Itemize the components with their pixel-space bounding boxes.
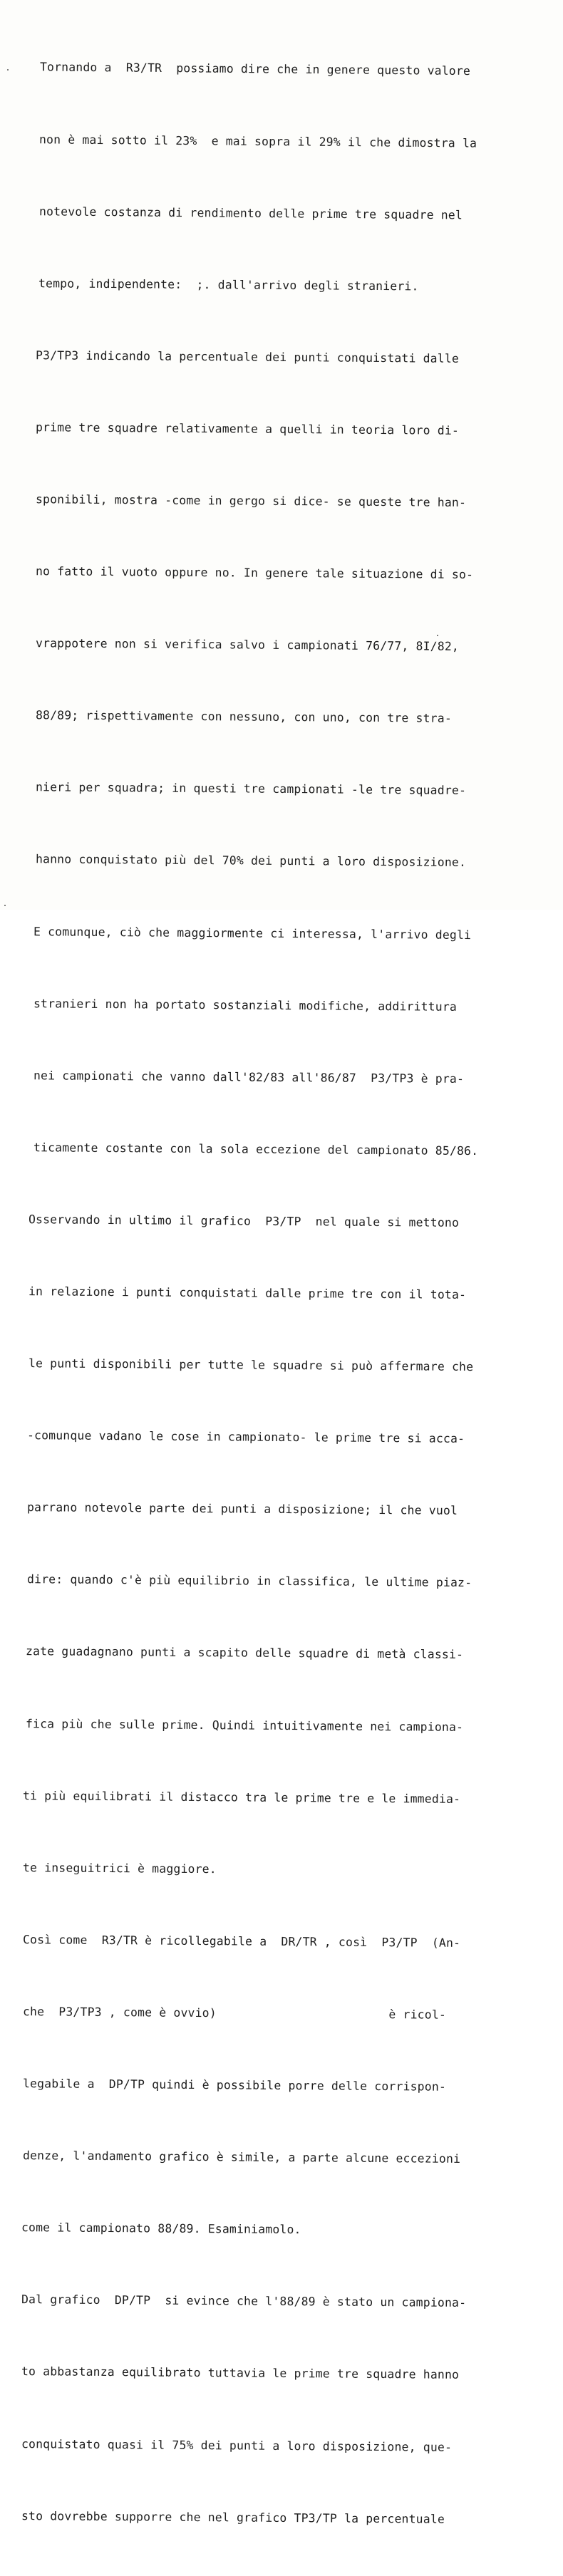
text-line: in relazione i punti conquistati dalle prime tre con il tota- [28, 1284, 467, 1302]
text-line: nei campionati che vanno dall'82/83 all'86/87 P3/TP3 è pra- [33, 1068, 465, 1086]
margin-speck [4, 905, 6, 906]
text-line: che P3/TP3 , come è ovvio) è ricol- [22, 2005, 447, 2022]
text-line: fica più che sulle prime. Quindi intuitivamente nei campiona- [25, 1716, 464, 1734]
text-line: Tornando a R3/TR possiamo dire che in genere questo valore [39, 60, 471, 78]
margin-speck [7, 69, 9, 71]
typewritten-paragraphs [16, 7, 557, 2576]
text-line: come il campionato 88/89. Esaminiamolo. [21, 2221, 301, 2237]
text-line: E comunque, ciò che maggiormente ci interessa, l'arrivo degli [33, 924, 472, 942]
text-line: non è mai sotto il 23% e mai sopra il 29% il che dimostra la [38, 132, 477, 150]
text-line: dire: quando c'è più equilibrio in classifica, le ultime piaz- [26, 1572, 472, 1590]
text-line: Così come R3/TR è ricollegabile a DR/TR , così P3/TP (An- [22, 1932, 461, 1950]
text-line: P3/TP3 indicando la percentuale dei punti conquistati dalle [35, 348, 460, 365]
text-line: te inseguitrici è maggiore. [22, 1860, 217, 1876]
text-line: ti più equilibrati il distacco tra le prime tre e le immedia- [22, 1788, 461, 1806]
text-line: 88/89; rispettivamente con nessuno, con uno, con tre stra- [35, 708, 453, 726]
text-line: prime tre squadre relativamente a quelli in teoria loro di- [35, 420, 460, 437]
text-line: Osservando in ultimo il grafico P3/TP nel quale si mettono [28, 1212, 460, 1230]
text-line: hanno conquistato più del 70% dei punti a loro disposizione. [35, 852, 467, 870]
text-line: sto dovrebbe supporre che nel grafico TP3/TP la percentuale [21, 2508, 445, 2526]
text-line: zate guadagnano punti a scapito delle squadre di metà classi- [25, 1644, 464, 1662]
text-line: no fatto il vuoto oppure no. In genere tale situazione di so- [35, 564, 474, 582]
text-line: -comunque vadano le cose in campionato- le prime tre si acca- [26, 1428, 465, 1446]
text-line: parrano notevole parte dei punti a disposizione; il che vuol [26, 1500, 458, 1518]
text-line: ticamente costante con la sola eccezione del campionato 85/86. [33, 1141, 479, 1158]
text-line: Dal grafico DP/TP si evince che l'88/89 è stato un campiona- [21, 2292, 467, 2310]
text-line: denze, l'andamento grafico è simile, a parte alcune eccezioni [22, 2149, 461, 2166]
text-line: legabile a DP/TP quindi è possibile porre delle corrispon- [22, 2077, 447, 2094]
text-line: nieri per squadra; in questi tre campionati -le tre squadre- [35, 780, 467, 798]
text-line: tempo, indipendente: ;. dall'arrivo degli stranieri. [38, 276, 419, 294]
text-line: sponibili, mostra -come in gergo si dice- se queste tre han- [35, 492, 467, 509]
text-line: conquistato quasi il 75% dei punti a loro disposizione, que- [21, 2436, 453, 2454]
text-line: le punti disponibili per tutte le squadre si può affermare che [28, 1356, 474, 1374]
text-line: notevole costanza di rendimento delle prime tre squadre nel [38, 204, 463, 222]
text-line: stranieri non ha portato sostanziali modifiche, addirittura [33, 996, 458, 1014]
text-line: to abbastanza equilibrato tuttavia le prime tre squadre hanno [21, 2364, 460, 2382]
text-line: vrappotere non si verifica salvo i campionati 76/77, 8I/82, [35, 636, 460, 654]
